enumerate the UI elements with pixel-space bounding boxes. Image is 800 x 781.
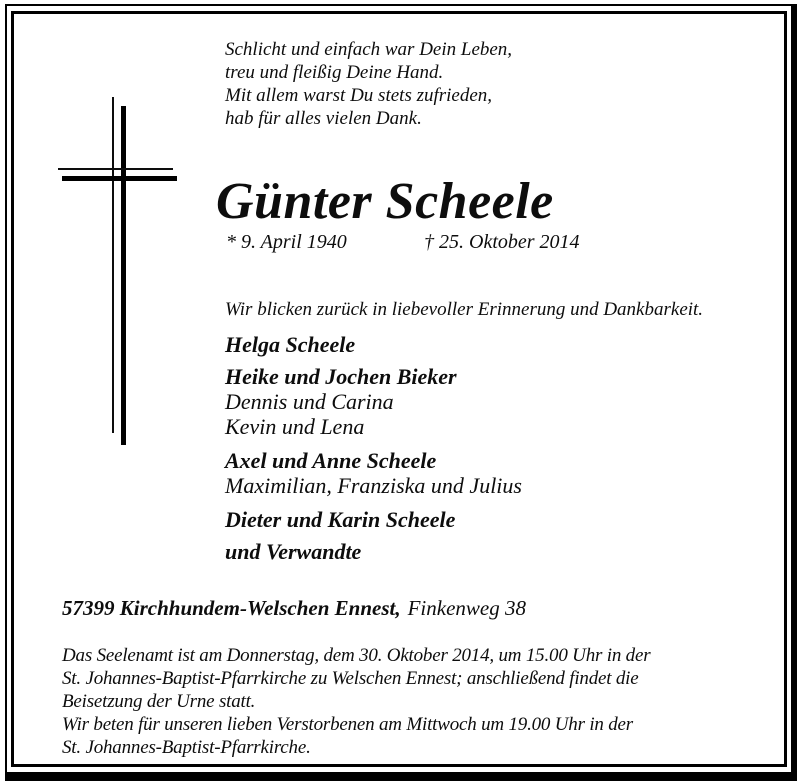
service-info-line: St. Johannes-Baptist-Pfarrkirche. <box>62 737 311 758</box>
address-street: Finkenweg 38 <box>407 596 526 620</box>
mourners-list <box>225 332 522 564</box>
poem-line: treu und fleißig Deine Hand. <box>225 62 444 83</box>
poem-line: Schlicht und einfach war Dein Leben, <box>225 39 513 60</box>
cross-vertical-thin-line <box>112 97 114 433</box>
service-info-line: Beisetzung der Urne statt. <box>62 691 256 712</box>
service-info-line: Wir beten für unseren lieben Verstorbenen am Mittwoch um 19.00 Uhr in der <box>62 714 633 735</box>
mourner-name: Heike und Jochen Bieker <box>225 364 457 389</box>
death-date: † 25. Oktober 2014 <box>424 231 580 253</box>
address-city: 57399 Kirchhundem-Welschen Ennest, <box>62 596 401 620</box>
service-info-line: Das Seelenamt ist am Donnerstag, dem 30. Oktober 2014, um 15.00 Uhr in der <box>62 645 651 666</box>
service-info-line: St. Johannes-Baptist-Pfarrkirche zu Welschen Ennest; anschließend findet die <box>62 668 639 689</box>
birth-date: * 9. April 1940 <box>226 231 347 253</box>
funeral-service-info <box>62 644 650 759</box>
remembrance-line: Wir blicken zurück in liebevoller Erinnerung und Dankbarkeit. <box>225 299 704 320</box>
cross-icon <box>55 95 180 447</box>
mourner-name: Maximilian, Franziska und Julius <box>225 473 522 498</box>
mourner-name: Kevin und Lena <box>225 414 365 439</box>
cross-vertical-thick-line <box>121 106 126 445</box>
poem-line: Mit allem warst Du stets zufrieden, <box>225 85 493 106</box>
mourner-name: Helga Scheele <box>225 332 356 357</box>
mourner-name: und Verwandte <box>225 539 362 564</box>
memorial-poem <box>225 38 512 130</box>
mourner-name: Dennis und Carina <box>225 389 394 414</box>
poem-line: hab für alles vielen Dank. <box>225 108 422 129</box>
mourner-name: Axel und Anne Scheele <box>225 448 437 473</box>
mourner-name: Dieter und Karin Scheele <box>225 507 456 532</box>
address-line <box>62 596 526 621</box>
deceased-name: Günter Scheele <box>216 173 554 230</box>
cross-horizontal-thin-line <box>58 168 173 170</box>
cross-horizontal-thick-line <box>62 176 177 181</box>
